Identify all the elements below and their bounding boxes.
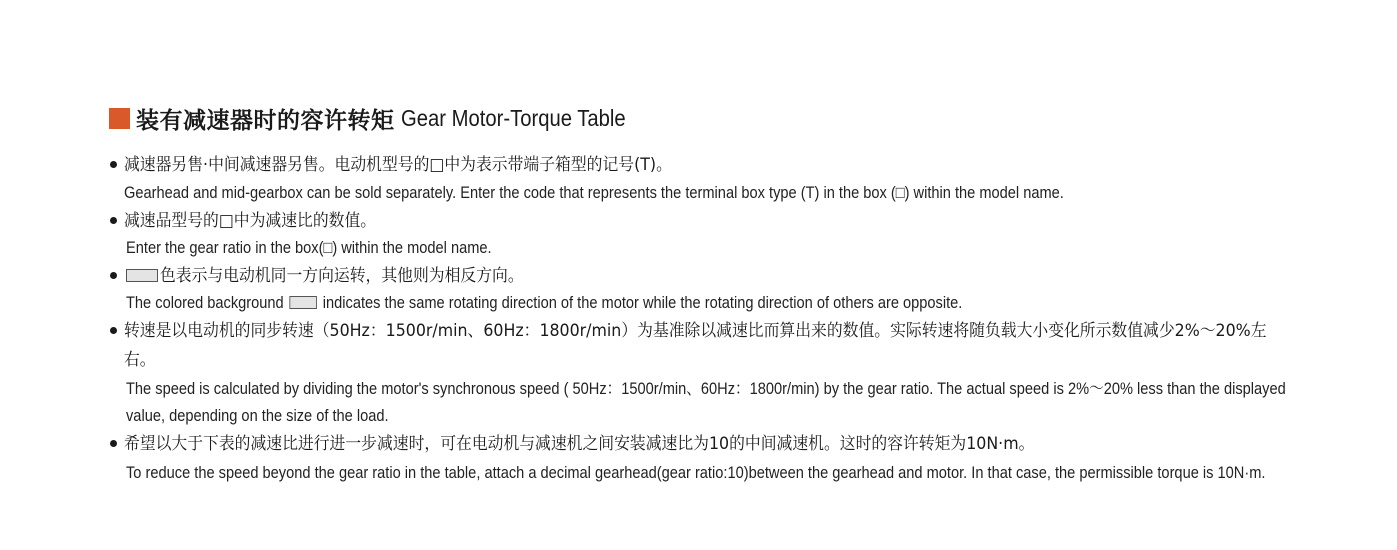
note-4-cn-line-2: 右。 <box>124 350 156 370</box>
bullet-icon <box>110 217 117 224</box>
note-2-en: Enter the gear ratio in the box(□) within the model name. <box>126 238 492 257</box>
note-3-en-after: indicates the same rotating direction of the motor while the rotating direction of others are opposite. <box>322 293 963 312</box>
note-2-cn: 减速品型号的□中为减速比的数值。 <box>124 211 377 231</box>
note-4-en-line-1: The speed is calculated by dividing the motor's synchronous speed ( 50Hz：1500r/min、60Hz：1800r/min) by the gear ratio. The actual speed is 2%～20% less than the displayed <box>126 379 1286 398</box>
note-5-en: To reduce the speed beyond the gear ratio in the table, attach a decimal gearhead(gear ratio:10)between the gearhead and motor. In that case, the permissible torque is 10N·m. <box>126 463 1266 482</box>
bullet-icon <box>110 327 117 334</box>
bullet-icon <box>110 440 117 447</box>
heading-chinese-title: 装有减速器时的容许转矩 <box>136 107 395 134</box>
note-4-en-line-2: value, depending on the size of the load. <box>126 406 389 425</box>
bullet-icon <box>110 161 117 168</box>
colored-background-swatch <box>126 269 158 282</box>
note-5-cn: 希望以大于下表的减速比进行进一步减速时，可在电动机与减速机之间安装减速比为10的中间减速机。这时的容许转矩为10N·m。 <box>124 434 1035 454</box>
bullet-icon <box>110 272 117 279</box>
note-4-cn-line-1: 转速是以电动机的同步转速（50Hz：1500r/min、60Hz：1800r/min）为基准除以减速比而算出来的数值。实际转速将随负载大小变化所示数值减少2%～20%左 <box>124 321 1267 341</box>
note-3-en-before: The colored background <box>126 293 284 312</box>
section-heading <box>109 101 656 135</box>
note-3-en <box>126 292 1099 314</box>
note-3-cn: 色表示与电动机同一方向运转，其他则为相反方向。 <box>124 265 551 287</box>
heading-english-title: Gear Motor-Torque Table <box>400 104 626 131</box>
note-1-cn: 减速器另售·中间减速器另售。电动机型号的□中为表示带端子箱型的记号(T)。 <box>124 155 672 175</box>
heading-marker-square <box>109 108 130 129</box>
colored-background-swatch <box>289 296 317 309</box>
note-1-en: Gearhead and mid-gearbox can be sold separately. Enter the code that represents the terminal box type (T) in the box (□) within the model name. <box>124 183 1064 202</box>
